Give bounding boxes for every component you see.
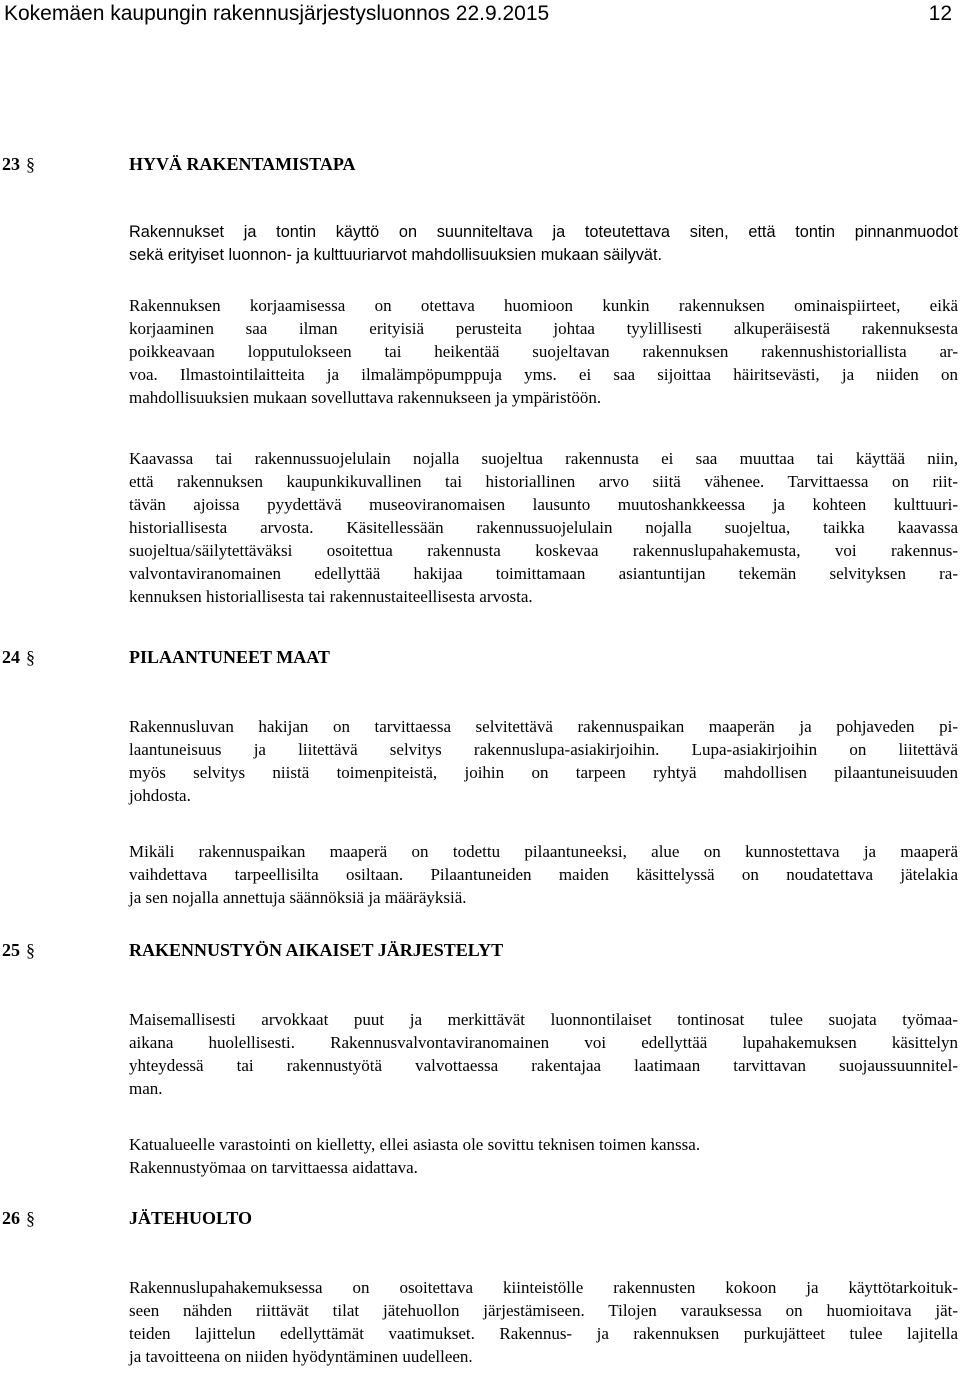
paragraph: Rakennuslupahakemuksessa on osoitettava kiinteistölle rakennusten kokoon ja käyttötarkoituk- seen nähden riittävät tilat jätehuollon järjestämiseen. Tilojen varauksessa on huomioitava jät- teiden lajittelun edellyttämät vaatimukset. Rakennus- ja rakennuksen purkujätteet tulee lajitella ja tavoitteena on niiden hyödyntäminen uudelleen. <box>129 1278 958 1366</box>
paragraph: Rakennukset ja tontin käyttö on suunniteltava ja toteutettava siten, että tontin pinnanmuodot sekä erityiset luonnon- ja kulttuuriarvot mahdollisuuksien mukaan säilyvät. <box>129 223 958 264</box>
paragraph: Kaavassa tai rakennussuojelulain nojalla suojeltua rakennusta ei saa muuttaa tai käyttää niin, että rakennuksen kaupunkikuvallinen tai historiallinen arvo siitä vähenee. Tarvittaessa on riit- tävän ajoissa pyydettävä museoviranomaisen lausunto muutoshankkeessa ja kohteen kulttuuri- historiallisesta arvosta. Käsitellessään rakennussuojelulain nojalla suojeltua, taikka kaavassa suojeltua/säilytettäväksi osoitettua rakennusta koskevaa rakennuslupahakemusta, voi rakennus- valvontaviranomainen edellyttää hakijaa toimittamaan asiantuntijan tekemän selvityksen ra- kennuksen historiallisesta tai rakennustaiteellisesta arvosta. <box>129 449 958 606</box>
paragraph: Rakennusluvan hakijan on tarvittaessa selvitettävä rakennuspaikan maaperän ja pohjaveden pi- laantuneisuus ja liitettävä selvitys rakennuslupa-asiakirjoihin. Lupa-asiakirjoihin on liitettävä myös selvitys niistä toimenpiteistä, joihin on tarpeen ryhtyä mahdollisen pilaantuneisuuden johdosta. <box>129 717 958 805</box>
section-number: 24 <box>2 647 20 667</box>
section-title: HYVÄ RAKENTAMISTAPA <box>129 154 356 174</box>
section-title: JÄTEHUOLTO <box>129 1208 253 1228</box>
paragraph: Katualueelle varastointi on kielletty, ellei asiasta ole sovittu teknisen toimen kanssa. Rakennustyömaa on tarvittaessa aidattava. <box>129 1135 701 1177</box>
document-title: Kokemäen kaupungin rakennusjärjestysluonnos 22.9.2015 <box>4 2 550 25</box>
section-number: 23 <box>2 154 20 174</box>
section-symbol: § <box>26 154 35 174</box>
paragraph: Mikäli rakennuspaikan maaperä on todettu pilaantuneeksi, alue on kunnostettava ja maaperä vaihdettava tarpeellisilta osiltaan. Pilaantuneiden maiden käsittelyssä on noudatettava jätelakia ja sen nojalla annettuja säännöksiä ja määräyksiä. <box>129 842 958 907</box>
section-number: 25 <box>2 940 20 960</box>
page-header <box>4 0 952 30</box>
section-title: PILAANTUNEET MAAT <box>129 647 330 667</box>
section-symbol: § <box>26 1208 35 1228</box>
paragraph: Rakennuksen korjaamisessa on otettava huomioon kunkin rakennuksen ominaispiirteet, eikä korjaaminen saa ilman erityisiä perusteita johtaa tyylillisesti alkuperäisestä rakennuksesta poikkeavaan lopputulokseen tai heikentää suojeltavan rakennuksen rakennushistoriallista ar- voa. Ilmastointilaitteita ja ilmalämpöpumppuja yms. ei saa sijoittaa häiritsevästi, ja niiden on mahdollisuuksien mukaan sovelluttava rakennukseen ja ympäristöön. <box>129 296 958 407</box>
section-symbol: § <box>26 647 35 667</box>
section-symbol: § <box>26 940 35 960</box>
page-number: 12 <box>928 2 952 25</box>
paragraph: Maisemallisesti arvokkaat puut ja merkittävät luonnontilaiset tontinosat tulee suojata työmaa- aikana huolellisesti. Rakennusvalvontaviranomainen voi edellyttää lupahakemuksen käsittelyn yhteydessä tai rakennustyötä valvottaessa rakentajaa laatimaan tarvittavan suojaussuunnitel- man. <box>129 1010 958 1098</box>
section-title: RAKENNUSTYÖN AIKAISET JÄRJESTELYT <box>129 940 504 960</box>
section-number: 26 <box>2 1208 20 1228</box>
